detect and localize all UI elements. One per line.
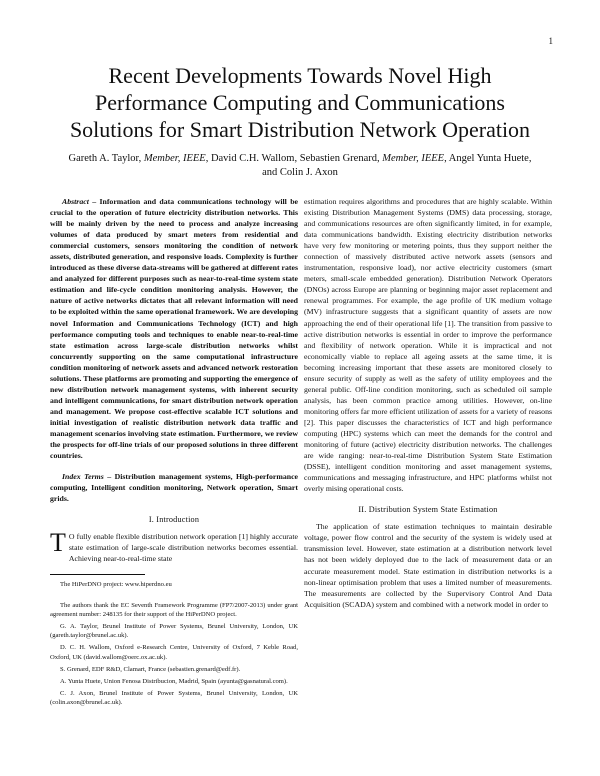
author-list — [40, 152, 560, 180]
author-line-2: and Colin J. Axon — [262, 167, 338, 178]
footnote-funding: The authors thank the EC Seventh Framework Programme (FP7/2007-2013) under grant agreement number: 248135 for their support of the HiPerDNO project. — [50, 601, 298, 618]
drop-cap: T — [50, 528, 66, 558]
footnote-huete: A. Yunta Huete, Union Fenosa Distribucion, Madrid, Spain (ayunta@gasnatural.com). — [60, 678, 288, 686]
footnote-project: The HiPerDNO project: www.hiperdno.eu — [60, 581, 172, 589]
section-heading-state-estimation: II. Distribution System State Estimation — [358, 505, 498, 515]
page-number: 1 — [548, 36, 553, 46]
footnote-grenard: S. Grenard, EDF R&D, Clamart, France (sebastien.grenard@edf.fr). — [60, 665, 241, 673]
author-huete: , Angel Yunta Huete, — [444, 153, 532, 164]
paper-title — [40, 62, 560, 143]
author-taylor: Gareth A. Taylor, — [68, 153, 144, 164]
footnotes — [50, 574, 298, 707]
title-line-3: Solutions for Smart Distribution Network Operation — [69, 117, 531, 142]
abstract-text: – Information and data communications technology will be crucial to the operation of future electricity distribution networks. This will be mainly driven by the need to process and analyze increasing volumes of data produced by smart meters from residential and commercial customers, sensors monitoring the condition of network assets, distributed generation, and responsive loads. Complexity is further introduced as these diverse data-streams will be gathered at different rates and analyzed for different purposes such as near-to-real-time system state estimation and life-cycle condition monitoring analysis. However, the nature of active networks dictates that all relevant information will need to be exploited within the same operational framework. We are developing novel Information and Communications Technology (ICT) and high performance computing tools and techniques to enable near-to-real-time state estimation across large-scale distribution networks whilst concurrently supporting on the same computational infrastructure condition monitoring of network assets and advanced network restoration solutions. These platforms are promoting and supporting the emergence of new distribution network management systems, with inherent security and intelligent communications, for smart distribution network operation and management. We propose cost-effective scalable ICT solutions and initial investigation of realistic distribution network data traffic and management scenarios involving state estimation. Furthermore, we review the prospects for off-line trials of our proposed solutions in three different countries. — [50, 197, 298, 461]
footnote-axon: C. J. Axon, Brunel Institute of Power Systems, Brunel University, London, UK (colin.axon@brunel.ac.uk). — [50, 690, 298, 707]
author-role: Member, IEEE — [382, 153, 445, 164]
introduction-paragraph — [50, 528, 298, 564]
left-column — [50, 196, 298, 711]
right-column — [304, 196, 552, 610]
abstract — [50, 196, 298, 461]
author-line-1 — [40, 152, 560, 166]
author-middle: , David C.H. Wallom, Sebastien Grenard, — [205, 153, 383, 164]
title-line-1: Recent Developments Towards Novel High — [108, 63, 492, 88]
index-terms-label: Index Terms — [62, 472, 104, 482]
title-line-2: Performance Computing and Communications — [95, 90, 505, 115]
abstract-label: Abstract — [62, 197, 89, 206]
footnote-taylor: G. A. Taylor, Brunel Institute of Power Systems, Brunel University, London, UK (gareth.taylor@brunel.ac.uk). — [50, 623, 298, 640]
state-estimation-paragraph: The application of state estimation techniques to maintain desirable voltage, power flow control and the security of the system is widely used at transmission level. However, state estimation at a distribution network level has not been widely deployed due to the lack of measurement data or an accurate measurement model. State estimation in distribution networks is a non-linear optimisation problem that uses a limited number of measurements. The measurements are collected by the Supervisory Control And Data Acquisition (SCADA) system and combined with a network model in order to — [304, 522, 552, 609]
footnote-rule — [50, 574, 145, 575]
introduction-continued: estimation requires algorithms and procedures that are highly scalable. Within existing Distribution Management Systems (DMS) data processing, storage, and communications resources are often significantly limited, in for example, data communications bandwidth. Existing electricity distribution networks have very few monitoring or metering points, thus they support neither the connection of massively distributed active network assets (sensors and instrumentation, responsive load), nor active electricity customers (smart meters, small-scale embedded generation). Distribution Network Operators (DNOs) across Europe are planning or beginning major asset replacement and renewal programmes. For example, the age profile of UK medium voltage (MV) infrastructure suggests that a significant quantity of assets are now approaching the end of their operational life [1]. The transition from passive to active distribution networks is essential in order to improve the performance and flexibility of network operation. While it is impractical and not economically viable to replace all ageing assets at the same time, it is becoming increasing important that these assets are monitored closely to ensure security of supply as well as the safety of utility employees and the general public. Off-line condition monitoring, such as scheduled oil sample analysis, has been common practice among utilities. However, on-line monitoring offers far more efficient utilization of assets for a variety of reasons [2]. This paper discusses the characteristics of ICT and high performance computing (HPC) systems which can meet the demands for the control and monitoring of future (active) electricity distribution networks. The challenges are wide ranging: near-to-real-time Distribution System State Estimation (DSSE), intelligent condition monitoring and asset management systems, communications and messaging infrastructure, and HPC platforms whilst not overly mising operational costs. — [304, 197, 552, 494]
section-heading-introduction: I. Introduction — [148, 515, 200, 525]
author-role: Member, IEEE — [143, 153, 206, 164]
index-terms — [50, 471, 298, 504]
footnote-wallom: D. C. H. Wallom, Oxford e-Research Centre, University of Oxford, 7 Keble Road, Oxford, UK (david.wallom@oerc.ox.ac.uk). — [50, 644, 298, 661]
introduction-text: O fully enable flexible distribution network operation [1] highly accurate state estimation of large-scale distribution networks becomes essential. Achieving near-to-real-time state — [68, 532, 298, 564]
index-terms-text: – Distribution management systems, High-performance computing, Intelligent condition monitoring, Network operation, Smart grids. — [50, 472, 298, 504]
